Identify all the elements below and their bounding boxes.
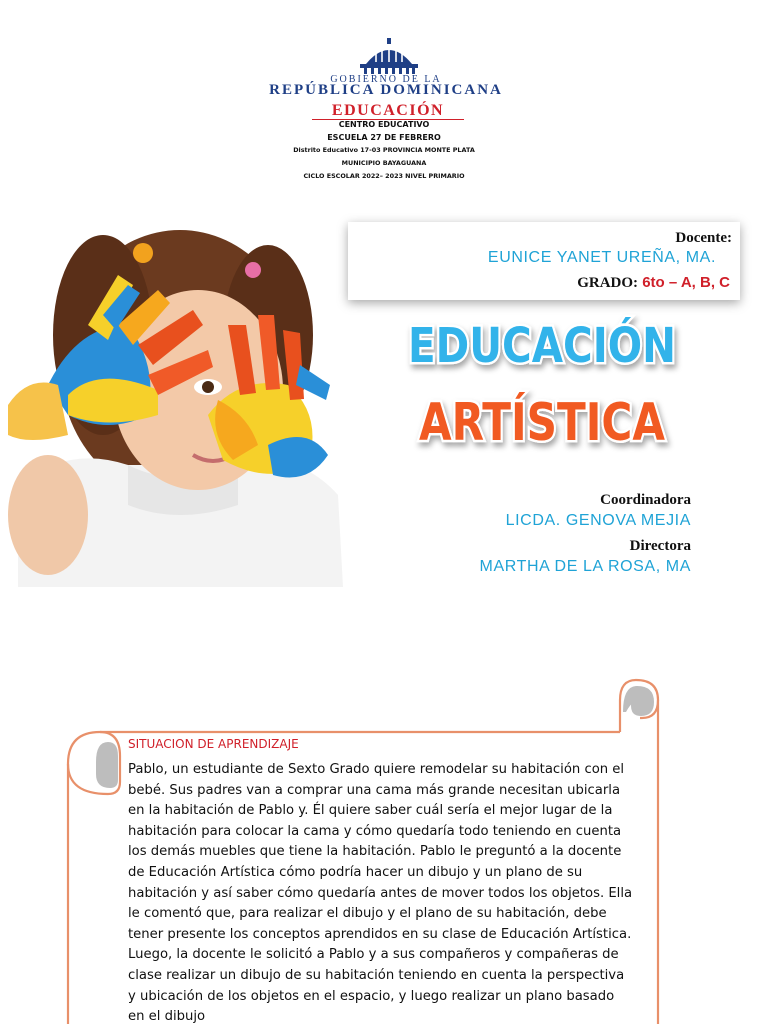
title-line1: EDUCACIÓN — [408, 318, 727, 374]
centro-label: CENTRO EDUCATIVO — [338, 120, 430, 129]
grado-value: 6to – A, B, C — [638, 274, 730, 291]
child-painted-hands-photo — [8, 215, 353, 587]
docente-name: EUNICE YANET UREÑA, MA. — [487, 249, 716, 266]
gov-line2: REPÚBLICA DOMINICANA — [269, 82, 503, 98]
docente-label: Docente: — [675, 230, 732, 246]
grado-line — [577, 274, 730, 292]
coordinadora-name: LICDA. GENOVA MEJIA — [505, 512, 691, 529]
gov-line1: GOBIERNO DE LA — [330, 74, 442, 85]
directora-label: Directora — [629, 538, 691, 554]
directora-name: MARTHA DE LA ROSA, MA — [479, 558, 691, 575]
document-title — [392, 300, 727, 460]
education-ministry-label: EDUCACIÓN — [331, 102, 445, 119]
distrito-label: Distrito Educativo 17-03 PROVINCIA MONTE PLATA — [293, 146, 475, 154]
municipio-label: MUNICIPIO BAYAGUANA — [341, 159, 427, 167]
situacion-body: Pablo, un estudiante de Sexto Grado quiere remodelar su habitación con el bebé. Sus padres van a comprar una cama más grande necesitan ubicarla en la habitación de Pablo y. Él quiere saber cuál sería el mejor lugar de la habitación para colocar la cama y cómo quedaría todo teniendo en cuenta los demás muebles que tiene la habitación. Pablo le preguntó a la docente de Educación Artística cómo podría hacer un dibujo y un plano de su habitación y así saber cómo quedaría antes de mover todos los objetos. Ella le comentó que, para realizar el dibujo y el plano de su habitación, debe tener presente los conceptos aprendidos en su clase de Educación Artística. Luego, la docente le solicitó a Pablo y a sus compañeros y compañeras de clase realizar un dibujo de su habitación teniendo en cuenta la perspectiva y ubicación de los objetos en el espacio, y luego realizar un plano basado en el dibujo — [128, 762, 633, 1025]
escuela-label: ESCUELA 27 DE FEBRERO — [327, 133, 441, 142]
title-line2: ARTÍSTICA — [419, 393, 723, 453]
situacion-title: SITUACION DE APRENDIZAJE — [128, 737, 299, 751]
ciclo-label: CICLO ESCOLAR 2022– 2023 NIVEL PRIMARIO — [303, 172, 465, 180]
grado-label: GRADO: — [577, 275, 639, 291]
capitol-dome-icon — [354, 38, 424, 74]
coordinadora-label: Coordinadora — [600, 492, 691, 508]
school-info — [220, 118, 548, 183]
